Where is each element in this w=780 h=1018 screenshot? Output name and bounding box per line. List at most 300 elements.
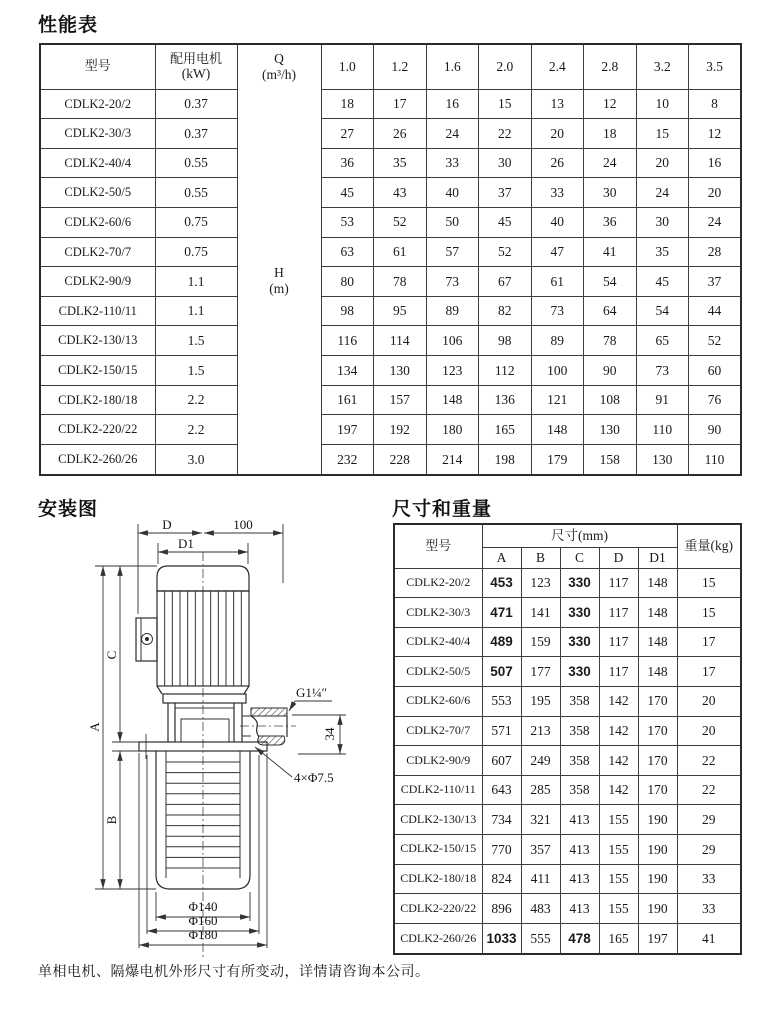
motor-column-header	[155, 44, 237, 89]
weight-value-cell: 17	[677, 627, 741, 657]
performance-row	[40, 444, 741, 475]
size-value-cell: 213	[521, 716, 560, 746]
head-value-cell: 30	[479, 148, 532, 178]
head-value-cell: 33	[426, 148, 479, 178]
size-value-cell: 249	[521, 746, 560, 776]
head-value-cell: 13	[531, 89, 584, 119]
footer-note: 单相电机、隔爆电机外形尺寸有所变动，详情请咨询本公司。	[38, 965, 430, 980]
dim-label-d1: D1	[178, 536, 194, 551]
head-value-cell: 91	[636, 385, 689, 415]
size-value-cell: 285	[521, 775, 560, 805]
dim-label-a: A	[87, 722, 102, 732]
head-value-cell: 16	[426, 89, 479, 119]
motor-kw-cell: 0.55	[155, 148, 237, 178]
dimensions-row	[394, 746, 741, 776]
performance-row	[40, 296, 741, 326]
head-value-cell: 54	[584, 267, 637, 297]
weight-value-cell: 17	[677, 657, 741, 687]
size-value-cell: 321	[521, 805, 560, 835]
head-value-cell: 20	[531, 119, 584, 149]
head-value-cell: 198	[479, 444, 532, 475]
pump-head	[168, 703, 242, 742]
weight-value-cell: 15	[677, 568, 741, 598]
head-value-cell: 30	[636, 207, 689, 237]
head-value-cell: 192	[374, 415, 427, 445]
size-value-cell: 489	[482, 627, 521, 657]
model-cell: CDLK2-110/11	[394, 775, 482, 805]
weight-value-cell: 33	[677, 864, 741, 894]
head-value-cell: 57	[426, 237, 479, 267]
head-value-cell: 130	[374, 355, 427, 385]
size-value-cell: 330	[560, 657, 599, 687]
head-value-cell: 214	[426, 444, 479, 475]
head-value-cell: 179	[531, 444, 584, 475]
head-value-cell: 95	[374, 296, 427, 326]
size-value-cell: 358	[560, 746, 599, 776]
dimensions-row	[394, 716, 741, 746]
head-value-cell: 40	[426, 178, 479, 208]
size-value-cell: 478	[560, 923, 599, 954]
installation-section-title: 安装图	[38, 499, 99, 520]
head-value-cell: 36	[321, 148, 374, 178]
terminal-box	[136, 618, 157, 661]
head-value-cell: 50	[426, 207, 479, 237]
head-value-cell: 165	[479, 415, 532, 445]
model-cell: CDLK2-50/5	[394, 657, 482, 687]
size-value-cell: 148	[638, 657, 677, 687]
performance-table	[39, 43, 742, 476]
weight-value-cell: 20	[677, 686, 741, 716]
head-value-cell: 80	[321, 267, 374, 297]
size-value-cell: 770	[482, 834, 521, 864]
size-value-cell: 155	[599, 834, 638, 864]
head-value-cell: 161	[321, 385, 374, 415]
model-cell: CDLK2-180/18	[394, 864, 482, 894]
weight-value-cell: 15	[677, 598, 741, 628]
size-value-cell: 148	[638, 598, 677, 628]
head-value-cell: 121	[531, 385, 584, 415]
dimensions-section-title: 尺寸和重量	[392, 499, 493, 520]
size-value-cell: 824	[482, 864, 521, 894]
head-value-cell: 112	[479, 355, 532, 385]
motor-kw-cell: 0.75	[155, 207, 237, 237]
head-value-cell: 41	[584, 237, 637, 267]
model-cell: CDLK2-110/11	[40, 296, 155, 326]
terminal-box-gland	[142, 634, 153, 645]
size-value-cell: 142	[599, 686, 638, 716]
dim-label-100: 100	[233, 517, 253, 532]
head-value-cell: 67	[479, 267, 532, 297]
head-value-cell: 26	[531, 148, 584, 178]
size-value-cell: 117	[599, 627, 638, 657]
size-value-cell: 734	[482, 805, 521, 835]
model-cell: CDLK2-260/26	[40, 444, 155, 475]
head-value-cell: 12	[584, 89, 637, 119]
size-value-cell: 148	[638, 627, 677, 657]
head-value-cell: 26	[374, 119, 427, 149]
motor-kw-cell: 0.75	[155, 237, 237, 267]
performance-row	[40, 237, 741, 267]
head-value-cell: 110	[636, 415, 689, 445]
weight-value-cell: 33	[677, 894, 741, 924]
model-cell: CDLK2-90/9	[40, 267, 155, 297]
head-value-cell: 53	[321, 207, 374, 237]
left-dimensions	[87, 566, 157, 889]
head-value-cell: 197	[321, 415, 374, 445]
head-value-cell: 33	[531, 178, 584, 208]
weight-value-cell: 20	[677, 716, 741, 746]
flow-symbol: Q	[274, 51, 284, 66]
head-value-cell: 36	[584, 207, 637, 237]
dimensions-row	[394, 627, 741, 657]
head-value-cell: 76	[689, 385, 742, 415]
size-value-cell: 142	[599, 746, 638, 776]
model-cell: CDLK2-40/4	[40, 148, 155, 178]
head-value-cell: 45	[479, 207, 532, 237]
size-value-cell: 483	[521, 894, 560, 924]
head-value-cell: 114	[374, 326, 427, 356]
motor-kw-cell: 1.1	[155, 267, 237, 297]
performance-row	[40, 355, 741, 385]
size-value-cell: 471	[482, 598, 521, 628]
head-value-cell: 116	[321, 326, 374, 356]
size-value-cell: 453	[482, 568, 521, 598]
head-value-cell: 130	[584, 415, 637, 445]
motor-kw-cell: 2.2	[155, 415, 237, 445]
size-value-cell: 413	[560, 894, 599, 924]
model-cell: CDLK2-130/13	[394, 805, 482, 835]
weight-value-cell: 41	[677, 923, 741, 954]
head-value-cell: 73	[636, 355, 689, 385]
performance-row	[40, 178, 741, 208]
motor-unit-text: (kW)	[181, 66, 211, 82]
head-value-cell: 98	[321, 296, 374, 326]
head-value-cell: 20	[689, 178, 742, 208]
motor-body	[136, 566, 249, 703]
head-value-cell: 61	[374, 237, 427, 267]
size-value-cell: 413	[560, 864, 599, 894]
dimensions-row	[394, 923, 741, 954]
model-cell: CDLK2-180/18	[40, 385, 155, 415]
head-value-cell: 15	[479, 89, 532, 119]
size-value-cell: 358	[560, 775, 599, 805]
head-symbol: H	[274, 265, 284, 280]
size-value-cell: 896	[482, 894, 521, 924]
flow-col-header: 1.2	[374, 44, 427, 89]
size-value-cell: 413	[560, 805, 599, 835]
size-col-header: C	[560, 547, 599, 568]
bottom-dimensions	[139, 753, 267, 948]
head-value-cell: 130	[636, 444, 689, 475]
head-value-cell: 24	[426, 119, 479, 149]
size-value-cell: 195	[521, 686, 560, 716]
head-value-cell: 148	[426, 385, 479, 415]
head-value-cell: 52	[479, 237, 532, 267]
head-value-cell: 148	[531, 415, 584, 445]
model-cell: CDLK2-30/3	[394, 598, 482, 628]
dimensions-row	[394, 686, 741, 716]
dim-label-dia180: Φ180	[188, 927, 218, 942]
head-value-cell: 228	[374, 444, 427, 475]
head-value-cell: 106	[426, 326, 479, 356]
size-value-cell: 170	[638, 686, 677, 716]
head-value-cell: 37	[479, 178, 532, 208]
centerlines	[203, 552, 296, 958]
head-value-cell: 89	[426, 296, 479, 326]
head-value-cell: 157	[374, 385, 427, 415]
motor-kw-cell: 2.2	[155, 385, 237, 415]
head-value-cell: 40	[531, 207, 584, 237]
size-value-cell: 1033	[482, 923, 521, 954]
dimensions-row	[394, 775, 741, 805]
model-cell: CDLK2-70/7	[40, 237, 155, 267]
flow-head-column	[237, 44, 321, 475]
weight-header-text: 重量	[684, 538, 711, 554]
size-value-cell: 142	[599, 775, 638, 805]
size-value-cell: 507	[482, 657, 521, 687]
top-dimensions	[138, 517, 283, 614]
head-value-cell: 180	[426, 415, 479, 445]
head-value-cell: 22	[479, 119, 532, 149]
flow-col-header: 2.4	[531, 44, 584, 89]
size-value-cell: 170	[638, 716, 677, 746]
port-thread-label: G1¼″	[296, 685, 328, 700]
weight-unit-text: (kg)	[710, 538, 734, 554]
motor-kw-cell: 3.0	[155, 444, 237, 475]
dimensions-row	[394, 834, 741, 864]
model-cell: CDLK2-60/6	[394, 686, 482, 716]
flow-col-header: 3.2	[636, 44, 689, 89]
performance-row	[40, 207, 741, 237]
head-value-cell: 78	[584, 326, 637, 356]
size-value-cell: 159	[521, 627, 560, 657]
head-value-cell: 73	[426, 267, 479, 297]
size-value-cell: 190	[638, 834, 677, 864]
flow-col-header: 1.6	[426, 44, 479, 89]
head-value-cell: 90	[584, 355, 637, 385]
head-value-cell: 90	[689, 415, 742, 445]
head-value-cell: 27	[321, 119, 374, 149]
dim-label-34: 34	[322, 727, 337, 741]
flow-col-header: 3.5	[689, 44, 742, 89]
size-value-cell: 117	[599, 598, 638, 628]
weight-value-cell: 22	[677, 775, 741, 805]
weight-value-cell: 29	[677, 805, 741, 835]
size-value-cell: 330	[560, 627, 599, 657]
size-value-cell: 142	[599, 716, 638, 746]
performance-row	[40, 415, 741, 445]
size-col-header: A	[482, 547, 521, 568]
motor-kw-cell: 0.37	[155, 89, 237, 119]
dimensions-header-row	[394, 524, 741, 547]
size-col-header: D	[599, 547, 638, 568]
size-value-cell: 197	[638, 923, 677, 954]
size-value-cell: 155	[599, 864, 638, 894]
dimensions-row	[394, 805, 741, 835]
motor-header-text: 配用电机	[169, 50, 222, 66]
barrel-stages	[166, 762, 240, 868]
head-value-cell: 24	[584, 148, 637, 178]
size-value-cell: 555	[521, 923, 560, 954]
performance-row	[40, 326, 741, 356]
head-value-cell: 82	[479, 296, 532, 326]
model-cell: CDLK2-70/7	[394, 716, 482, 746]
size-value-cell: 155	[599, 894, 638, 924]
size-value-cell: 170	[638, 746, 677, 776]
head-value-cell: 89	[531, 326, 584, 356]
size-value-cell: 177	[521, 657, 560, 687]
motor-kw-cell: 1.5	[155, 355, 237, 385]
mounting-plate	[139, 734, 267, 759]
head-value-cell: 136	[479, 385, 532, 415]
dimensions-row	[394, 598, 741, 628]
head-value-cell: 52	[374, 207, 427, 237]
size-value-cell: 155	[599, 805, 638, 835]
head-value-cell: 17	[374, 89, 427, 119]
dimensions-row	[394, 864, 741, 894]
model-cell: CDLK2-90/9	[394, 746, 482, 776]
model-cell: CDLK2-30/3	[40, 119, 155, 149]
performance-row	[40, 267, 741, 297]
size-value-cell: 413	[560, 834, 599, 864]
head-value-cell: 78	[374, 267, 427, 297]
size-value-cell: 411	[521, 864, 560, 894]
motor-kw-cell: 1.5	[155, 326, 237, 356]
size-value-cell: 190	[638, 805, 677, 835]
model-cell: CDLK2-40/4	[394, 627, 482, 657]
model-cell: CDLK2-220/22	[394, 894, 482, 924]
size-value-cell: 170	[638, 775, 677, 805]
size-value-cell: 607	[482, 746, 521, 776]
flow-unit: (m³/h)	[261, 66, 297, 82]
dimensions-row	[394, 657, 741, 687]
head-value-cell: 65	[636, 326, 689, 356]
model-cell: CDLK2-130/13	[40, 326, 155, 356]
model-cell: CDLK2-150/15	[40, 355, 155, 385]
head-value-cell: 45	[321, 178, 374, 208]
flow-col-header: 2.8	[584, 44, 637, 89]
size-value-cell: 357	[521, 834, 560, 864]
head-value-cell: 52	[689, 326, 742, 356]
size-value-cell: 141	[521, 598, 560, 628]
dimensions-row	[394, 568, 741, 598]
head-value-cell: 37	[689, 267, 742, 297]
size-value-cell: 571	[482, 716, 521, 746]
head-label	[238, 265, 321, 296]
mounting-holes-label: 4×Φ7.5	[294, 770, 334, 785]
head-value-cell: 108	[584, 385, 637, 415]
size-value-cell: 190	[638, 894, 677, 924]
weight-column-header	[677, 524, 741, 568]
head-value-cell: 24	[636, 178, 689, 208]
model-column-header: 型号	[40, 44, 155, 89]
model-cell: CDLK2-20/2	[394, 568, 482, 598]
size-value-cell: 165	[599, 923, 638, 954]
head-value-cell: 35	[636, 237, 689, 267]
head-value-cell: 61	[531, 267, 584, 297]
head-value-cell: 54	[636, 296, 689, 326]
head-value-cell: 63	[321, 237, 374, 267]
head-value-cell: 134	[321, 355, 374, 385]
size-value-cell: 148	[638, 568, 677, 598]
head-value-cell: 60	[689, 355, 742, 385]
head-value-cell: 232	[321, 444, 374, 475]
size-value-cell: 123	[521, 568, 560, 598]
model-cell: CDLK2-260/26	[394, 923, 482, 954]
performance-row	[40, 385, 741, 415]
head-value-cell: 35	[374, 148, 427, 178]
performance-header-row	[40, 44, 741, 89]
head-value-cell: 18	[321, 89, 374, 119]
model-cell: CDLK2-20/2	[40, 89, 155, 119]
model-cell: CDLK2-220/22	[40, 415, 155, 445]
head-value-cell: 98	[479, 326, 532, 356]
head-value-cell: 12	[689, 119, 742, 149]
flow-header	[238, 45, 321, 82]
head-value-cell: 73	[531, 296, 584, 326]
dimensions-row	[394, 894, 741, 924]
head-value-cell: 30	[584, 178, 637, 208]
performance-row	[40, 119, 741, 149]
performance-row	[40, 89, 741, 119]
head-value-cell: 45	[636, 267, 689, 297]
head-value-cell: 16	[689, 148, 742, 178]
flow-col-header: 2.0	[479, 44, 532, 89]
head-value-cell: 10	[636, 89, 689, 119]
head-value-cell: 158	[584, 444, 637, 475]
port-callouts	[255, 685, 346, 785]
head-value-cell: 15	[636, 119, 689, 149]
flow-col-header: 1.0	[321, 44, 374, 89]
size-value-cell: 117	[599, 657, 638, 687]
motor-flange	[163, 694, 246, 703]
model-column-header-2: 型号	[394, 524, 482, 568]
pump-barrel	[156, 751, 250, 889]
size-value-cell: 553	[482, 686, 521, 716]
motor-kw-cell: 1.1	[155, 296, 237, 326]
weight-value-cell: 22	[677, 746, 741, 776]
model-cell: CDLK2-150/15	[394, 834, 482, 864]
head-value-cell: 123	[426, 355, 479, 385]
size-value-cell: 190	[638, 864, 677, 894]
head-value-cell: 18	[584, 119, 637, 149]
size-value-cell: 330	[560, 598, 599, 628]
performance-row	[40, 148, 741, 178]
size-group-header: 尺寸(mm)	[482, 524, 677, 547]
size-value-cell: 358	[560, 716, 599, 746]
motor-kw-cell: 0.55	[155, 178, 237, 208]
dimensions-table	[393, 523, 742, 955]
size-col-header: B	[521, 547, 560, 568]
dim-label-dia160: Φ160	[188, 913, 218, 928]
size-value-cell: 643	[482, 775, 521, 805]
head-value-cell: 110	[689, 444, 742, 475]
dim-label-c: C	[104, 650, 119, 660]
model-cell: CDLK2-50/5	[40, 178, 155, 208]
head-value-cell: 47	[531, 237, 584, 267]
dim-label-b: B	[104, 815, 119, 825]
size-col-header: D1	[638, 547, 677, 568]
head-value-cell: 64	[584, 296, 637, 326]
head-value-cell: 44	[689, 296, 742, 326]
dim-label-dia140: Φ140	[188, 899, 218, 914]
head-value-cell: 8	[689, 89, 742, 119]
motor-kw-cell: 0.37	[155, 119, 237, 149]
dim-label-d: D	[162, 517, 172, 532]
head-value-cell: 100	[531, 355, 584, 385]
head-unit: (m)	[269, 280, 289, 296]
discharge-port	[242, 708, 287, 745]
